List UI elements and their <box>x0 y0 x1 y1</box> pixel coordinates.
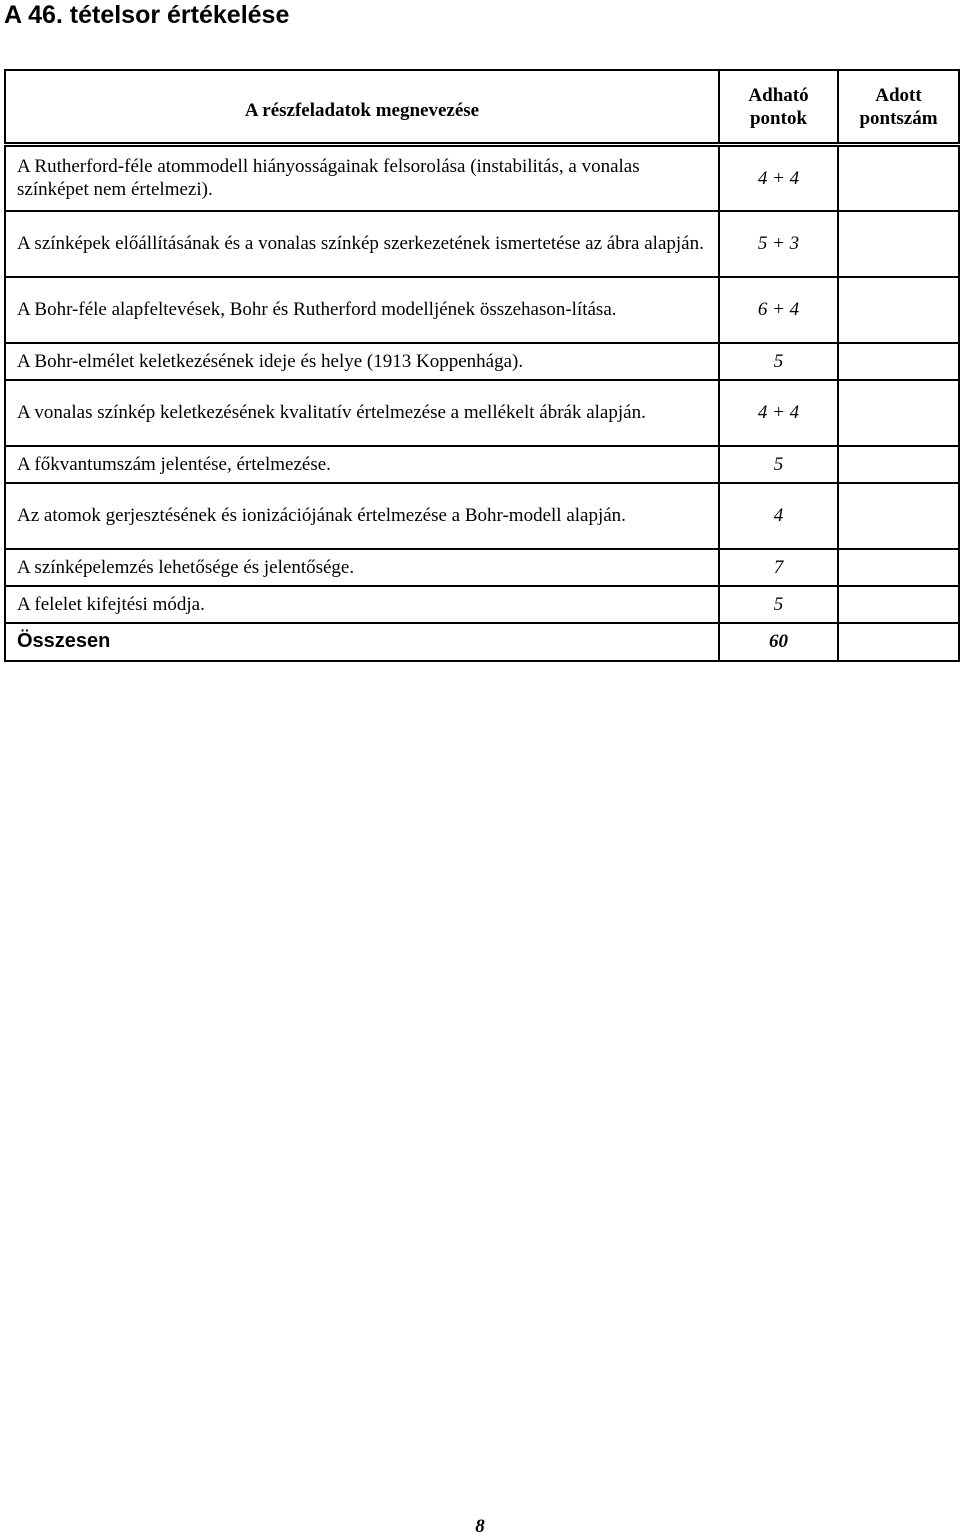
table-row <box>5 380 959 446</box>
row-given[interactable] <box>838 380 959 446</box>
table-row <box>5 483 959 549</box>
table-row <box>5 211 959 277</box>
row-task: A Rutherford-féle atommodell hiányosságainak felsorolása (instabilitás, a vonalas színképet nem értelmezi). <box>5 145 719 211</box>
row-task: A Bohr-féle alapfeltevések, Bohr és Rutherford modelljének összehason-lítása. <box>5 277 719 343</box>
header-available-points: Adható pontok <box>719 70 838 145</box>
row-given[interactable] <box>838 483 959 549</box>
row-task: A felelet kifejtési módja. <box>5 586 719 623</box>
header-task: A részfeladatok megnevezése <box>5 70 719 145</box>
row-given[interactable] <box>838 145 959 211</box>
row-task: A Bohr-elmélet keletkezésének ideje és helye (1913 Koppenhága). <box>5 343 719 380</box>
row-points: 7 <box>719 549 838 586</box>
row-task: A vonalas színkép keletkezésének kvalitatív értelmezése a mellékelt ábrák alapján. <box>5 380 719 446</box>
table-row <box>5 145 959 211</box>
row-points: 5 <box>719 446 838 483</box>
table-row <box>5 549 959 586</box>
row-task: A színképek előállításának és a vonalas színkép szerkezetének ismertetése az ábra alapján. <box>5 211 719 277</box>
page-number: 8 <box>475 1516 485 1537</box>
page-title: A 46. tételsor értékelése <box>4 1 290 29</box>
row-points: 4 + 4 <box>719 145 838 211</box>
row-points: 4 + 4 <box>719 380 838 446</box>
row-points: 4 <box>719 483 838 549</box>
row-task: A színképelemzés lehetősége és jelentősége. <box>5 549 719 586</box>
header-given-points: Adott pontszám <box>838 70 959 145</box>
table-header-row <box>5 70 959 145</box>
total-points: 60 <box>719 623 838 661</box>
row-points: 5 <box>719 586 838 623</box>
table-row <box>5 446 959 483</box>
row-task: Az atomok gerjesztésének és ionizációjának értelmezése a Bohr-modell alapján. <box>5 483 719 549</box>
row-given[interactable] <box>838 549 959 586</box>
row-points: 5 + 3 <box>719 211 838 277</box>
row-given[interactable] <box>838 446 959 483</box>
row-points: 5 <box>719 343 838 380</box>
row-given[interactable] <box>838 586 959 623</box>
total-row <box>5 623 959 661</box>
row-given[interactable] <box>838 277 959 343</box>
row-given[interactable] <box>838 211 959 277</box>
table-row <box>5 343 959 380</box>
row-given[interactable] <box>838 343 959 380</box>
total-label: Összesen <box>5 623 719 661</box>
table-row <box>5 586 959 623</box>
row-points: 6 + 4 <box>719 277 838 343</box>
evaluation-table <box>4 69 960 662</box>
table-row <box>5 277 959 343</box>
total-given[interactable] <box>838 623 959 661</box>
row-task: A főkvantumszám jelentése, értelmezése. <box>5 446 719 483</box>
